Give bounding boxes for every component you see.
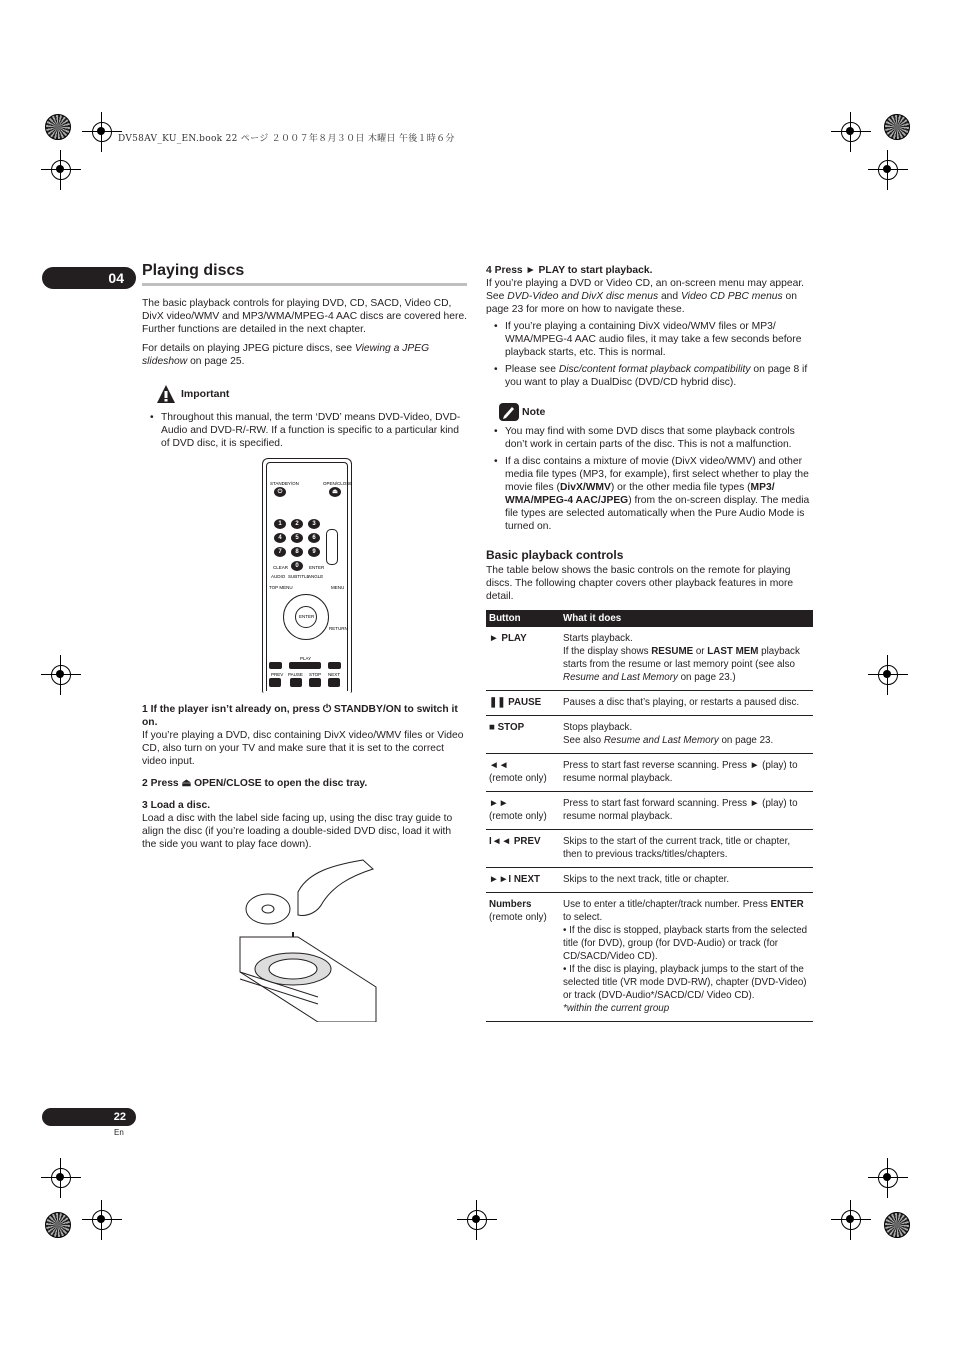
remote-prev-button	[269, 678, 281, 687]
color-dial-mark	[45, 114, 71, 140]
remote-key-8: 8	[291, 547, 303, 557]
remote-menu-label: MENU	[331, 585, 345, 590]
page-number: 22	[42, 1108, 136, 1126]
remote-stop-label: STOP	[309, 672, 322, 677]
disc-loading-illustration	[238, 857, 378, 1022]
pencil-note-icon	[499, 403, 519, 421]
registration-mark	[868, 150, 908, 190]
remote-play-label: PLAY	[300, 656, 312, 661]
step-4-bullet-2: • Please see Disc/content format playback compatibility on page 8 if you want to play a DualDisc (DVD/CD hybrid disc).	[486, 363, 813, 389]
prev-button-label: I◄◄ PREV	[489, 836, 541, 847]
note-bullet-2: • If a disc contains a mixture of movie (DivX video/WMV) and other media file types (MP3, for example), first select whether to play the movie files (DivX/WMV) or the other media file types (MP3/ WMA/MPEG-4 AAC/JPEG) from the on-screen display. The media file types are selected automatically when the Pure Audio Mode is turned on.	[486, 455, 813, 533]
basic-controls-intro: The table below shows the basic controls on the remote for playing discs. The following chapter covers other playback features in more detail.	[486, 565, 794, 602]
remote-angle-label: ANGLE	[308, 574, 324, 579]
basic-controls-heading: Basic playback controls	[486, 548, 624, 562]
remote-top-menu-label: TOP MENU	[269, 585, 293, 590]
remote-next-label: NEXT	[328, 672, 341, 677]
jpeg-slideshow-link: Viewing a JPEG slideshow	[142, 343, 430, 367]
remote-open-close-button: ⏏	[329, 487, 341, 497]
fwd-button-label: ►►	[489, 798, 509, 809]
important-bullet: • Throughout this manual, the term ‘DVD’ means DVD-Video, DVD-Audio and DVD-R/-RW. If a function is specific to a particular kind of DVD disc, it is specified.	[142, 411, 468, 450]
step-3-title: 3 Load a disc.	[142, 800, 211, 811]
step-4-body: If you’re playing a DVD or Video CD, an on-screen menu may appear. See DVD-Video and DivX disc menus and Video CD PBC menus on page 23 for more on how to navigate these.	[486, 278, 805, 315]
right-column	[486, 264, 813, 1022]
table-row: Numbers (remote only) Use to enter a title/chapter/track number. Press ENTER to select. • If the disc is stopped, playback starts from the selected title (for DVD), group (for DVD-Audio) or track (for CD/SACD/Video CD). • If the disc is playing, playback jumps to the start of the selected title (VR mode DVD-RW), chapter (DVD-Video) or track (DVD-Audio*/SACD/CD/ Video CD). *within the current group	[486, 893, 813, 1022]
next-desc: Skips to the next track, title or chapter.	[560, 868, 813, 893]
section-title: Playing discs	[142, 262, 245, 279]
color-dial-mark	[45, 1212, 71, 1238]
remote-audio-label: AUDIO	[271, 574, 286, 579]
registration-mark	[82, 1200, 122, 1240]
pencil-icon	[499, 403, 519, 421]
step-2-title: 2 Press ⏏ OPEN/CLOSE to open the disc tray.	[142, 778, 368, 789]
print-header: DV58AV_KU_EN.book 22 ページ ２００７年８月３０日 木曜日 午後１時６分	[118, 134, 455, 144]
note-block	[486, 403, 813, 423]
color-dial-mark	[884, 1212, 910, 1238]
stop-button-label: ■ STOP	[489, 722, 525, 733]
step-3-body: Load a disc with the label side facing up, using the disc tray guide to align the disc (if you’re loading a double-sided DVD disc, load it with the side you want to play face down).	[142, 813, 453, 850]
remote-key-0: 0	[291, 561, 303, 571]
playback-controls-table	[486, 610, 813, 1022]
play-desc: Starts playback.	[563, 633, 633, 644]
stop-desc: Stops playback.	[563, 722, 633, 733]
remote-standby-button: ⏻	[274, 487, 286, 497]
remote-prev-label: PREV	[271, 672, 284, 677]
color-dial-mark	[884, 114, 910, 140]
compat-link: Disc/content format playback compatibility	[558, 364, 751, 375]
remote-pause-label: PAUSE	[288, 672, 303, 677]
remote-return-label: RETURN	[329, 626, 348, 631]
left-column	[142, 297, 468, 450]
title-rule	[142, 283, 467, 286]
next-button-label: ►►I NEXT	[489, 874, 540, 885]
intro-paragraph-2: For details on playing JPEG picture discs, see Viewing a JPEG slideshow on page 25.	[142, 343, 430, 367]
registration-mark	[868, 655, 908, 695]
play-button-label: ► PLAY	[489, 633, 527, 644]
registration-mark	[41, 150, 81, 190]
registration-mark	[868, 1158, 908, 1198]
table-row	[486, 868, 813, 893]
registration-mark	[41, 1158, 81, 1198]
remote-standby-label: STANDBY/ON	[270, 481, 299, 486]
remote-stop-button	[309, 678, 321, 687]
remote-volume-rocker	[326, 529, 338, 565]
remote-fwd-button	[328, 662, 341, 669]
table-row	[486, 830, 813, 868]
table-row: ■ STOP Stops playback. See also Resume and Last Memory on page 23.	[486, 716, 813, 754]
step-4-title: 4 Press ► PLAY to start playback.	[486, 265, 653, 276]
remote-key-7: 7	[274, 547, 286, 557]
table-row: ► PLAY Starts playback. If the display shows RESUME or LAST MEM playback starts from the resume or last memory point (see also Resume and Last Memory on page 23.)	[486, 627, 813, 691]
remote-play-button	[289, 662, 321, 669]
remote-key-5: 5	[291, 533, 303, 543]
step-1-title: 1 If the player isn’t already on, press ⏻ STANDBY/ON to switch it on.	[142, 704, 458, 728]
remote-key-2: 2	[291, 519, 303, 529]
intro-paragraph: The basic playback controls for playing DVD, CD, SACD, Video CD, DivX video/WMV and MP3/WMA/MPEG-4 AAC discs are covered here. Further functions are detailed in the next chapter.	[142, 298, 468, 335]
remote-control-illustration	[262, 458, 352, 693]
registration-mark	[457, 1200, 497, 1240]
pause-button-label: ❚❚ PAUSE	[489, 697, 542, 708]
remote-key-6: 6	[308, 533, 320, 543]
remote-key-1: 1	[274, 519, 286, 529]
remote-subtitle-label: SUBTITLE	[288, 574, 310, 579]
remote-enter-label: ENTER	[299, 614, 315, 619]
registration-mark	[41, 655, 81, 695]
remote-enter-small-label: ENTER	[309, 565, 325, 570]
table-row: ►► (remote only) Press to start fast forward scanning. Press ► (play) to resume normal playback.	[486, 792, 813, 830]
remote-key-9: 9	[308, 547, 320, 557]
left-column-steps	[142, 703, 468, 851]
note-label: Note	[522, 406, 546, 418]
table-row: ◄◄ (remote only) Press to start fast reverse scanning. Press ► (play) to resume normal playback.	[486, 754, 813, 792]
table-row	[486, 691, 813, 716]
remote-key-3: 3	[308, 519, 320, 529]
warning-hand-icon	[156, 384, 176, 404]
rev-desc: Press to start fast reverse scanning. Press ► (play) to resume normal playback.	[560, 754, 813, 792]
registration-mark	[831, 1200, 871, 1240]
col-header-what-it-does: What it does	[560, 610, 813, 627]
step-4-bullet-1: • If you’re playing a containing DivX video/WMV files or MP3/ WMA/MPEG-4 AAC audio files, it may take a few seconds before playback starts, etc. This is normal.	[486, 320, 813, 359]
fwd-desc: Press to start fast forward scanning. Press ► (play) to resume normal playback.	[560, 792, 813, 830]
remote-rev-button	[269, 662, 282, 669]
numbers-button-label: Numbers	[489, 899, 532, 910]
col-header-button: Button	[486, 610, 560, 627]
dvd-menus-link: DVD-Video and DivX disc menus	[507, 291, 659, 302]
table-header-row	[486, 610, 813, 627]
registration-mark	[831, 112, 871, 152]
important-label: Important	[181, 388, 230, 400]
vcd-pbc-link: Video CD PBC menus	[681, 291, 783, 302]
note-bullet-1: • You may find with some DVD discs that some playback controls don’t work in certain parts of the disc. This is not a malfunction.	[486, 425, 813, 451]
pause-desc: Pauses a disc that’s playing, or restarts a paused disc.	[560, 691, 813, 716]
chapter-tab: 04	[42, 267, 136, 289]
important-block	[142, 387, 468, 409]
registration-mark	[82, 112, 122, 152]
remote-key-4: 4	[274, 533, 286, 543]
remote-clear-label: CLEAR	[273, 565, 289, 570]
prev-desc: Skips to the start of the current track, title or chapter, then to previous tracks/titles/chapters.	[560, 830, 813, 868]
step-1-body: If you’re playing a DVD, disc containing DivX video/WMV files or Video CD, also turn on your TV and make sure that it is set to the correct video input.	[142, 730, 464, 767]
remote-pause-button	[290, 678, 302, 687]
remote-open-close-label: OPEN/CLOSE	[323, 481, 353, 486]
rev-button-label: ◄◄	[489, 760, 509, 771]
remote-next-button	[328, 678, 340, 687]
page-language: En	[114, 1128, 124, 1137]
